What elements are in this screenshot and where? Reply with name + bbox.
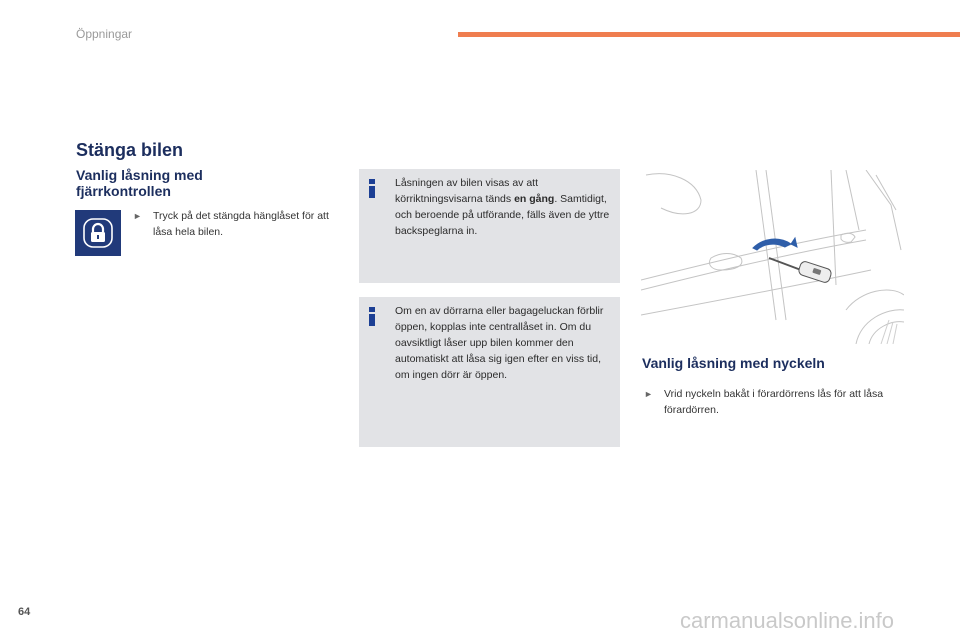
- page-number: 64: [18, 606, 31, 618]
- arrow-bullet-icon: ►: [644, 389, 653, 399]
- info-icon: [369, 179, 375, 198]
- remote-step: [133, 208, 333, 240]
- remote-heading-line1: Vanlig låsning med: [76, 167, 203, 183]
- padlock-closed-icon: [75, 210, 121, 256]
- key-heading: Vanlig låsning med nyckeln: [642, 355, 825, 371]
- remote-step-text: Tryck på det stängda hänglåset för att låsa hela bilen.: [153, 210, 329, 238]
- info-box-open-door: [359, 297, 620, 447]
- info-bold-once: en gång: [514, 193, 555, 205]
- remote-heading-line2: fjärrkontrollen: [76, 183, 171, 199]
- info-text-locking: Låsningen av bilen visas av att körriktningsvisarna tänds en gång. Samtidigt, och beroende på utförande, fälls även de yttre backspeglarna in.: [395, 177, 610, 237]
- page-title: Stänga bilen: [76, 140, 184, 160]
- remote-heading: [76, 167, 276, 199]
- arrow-bullet-icon: ►: [133, 211, 142, 221]
- info-icon: [369, 307, 375, 326]
- key-step-text: Vrid nyckeln bakåt i förardörrens lås för att låsa förardörren.: [664, 388, 884, 416]
- info-box-locking: [359, 169, 620, 283]
- key-step: [644, 386, 914, 418]
- info-text-open-door: Om en av dörrarna eller bagageluckan förblir öppen, kopplas inte centrallåset in. Om du oavsiktligt låser upp bilen kommer den automatiskt att låsa sig igen efter en viss tid, om ingen dörr är öppen.: [395, 305, 604, 381]
- section-title: Öppningar: [76, 27, 133, 41]
- header-accent-bar: [458, 32, 960, 37]
- car-door-key-illustration: [641, 170, 904, 344]
- watermark: carmanualsonline.info: [680, 608, 895, 633]
